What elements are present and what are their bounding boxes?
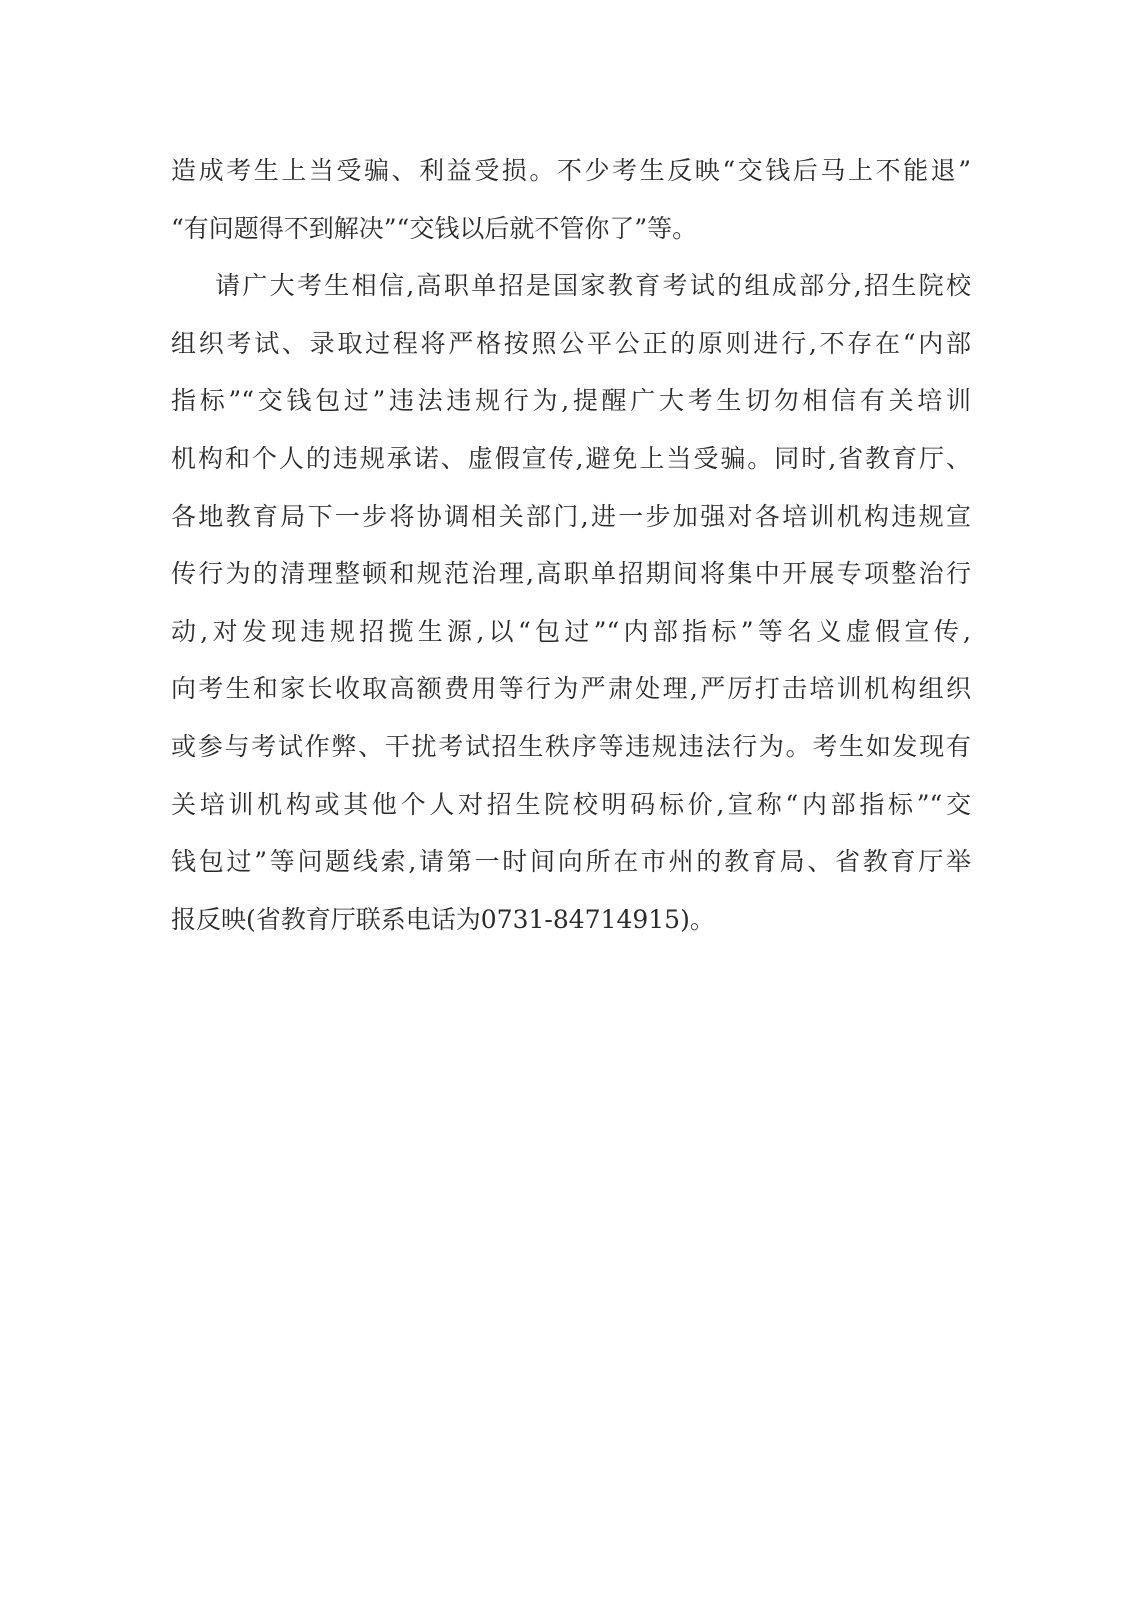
body-text: [171, 142, 971, 948]
paragraph-2-line-2: 组织考试、录取过程将严格按照公平公正的原则进行,不存在“内部: [171, 328, 971, 358]
paragraph-2-line-10: 关培训机构或其他个人对招生院校明码标价,宣称“内部指标”“交: [171, 789, 971, 819]
paragraph-1-line-2: “有问题得不到解决”“交钱以后就不管你了”等。: [171, 213, 698, 243]
paragraph-2-line-7: 动,对发现违规招揽生源,以“包过”“内部指标”等名义虚假宣传,: [171, 616, 971, 646]
paragraph-2-line-4: 机构和个人的违规承诺、虚假宣传,避免上当受骗。同时,省教育厅、: [171, 443, 971, 473]
paragraph-2-line-3: 指标”“交钱包过”违法违规行为,提醒广大考生切勿相信有关培训: [171, 386, 971, 416]
paragraph-1-line-1: 造成考生上当受骗、利益受损。不少考生反映“交钱后马上不能退”: [171, 156, 971, 185]
paragraph-2-line-5: 各地教育局下一步将协调相关部门,进一步加强对各培训机构违规宣: [171, 501, 971, 531]
paragraph-2-line-12: 报反映(省教育厅联系电话为0731-84714915)。: [171, 904, 715, 934]
paragraph-2-line-8: 向考生和家长收取高额费用等行为严肃处理,严厉打击培训机构组织: [171, 674, 971, 704]
paragraph-2-line-1: 请广大考生相信,高职单招是国家教育考试的组成部分,招生院校: [215, 271, 971, 301]
paragraph-2-line-11: 钱包过”等问题线索,请第一时间向所在市州的教育局、省教育厅举: [171, 847, 971, 877]
paragraph-2-line-9: 或参与考试作弊、干扰考试招生秩序等违规违法行为。考生如发现有: [171, 731, 971, 761]
paragraph-2-line-6: 传行为的清理整顿和规范治理,高职单招期间将集中开展专项整治行: [171, 559, 971, 589]
